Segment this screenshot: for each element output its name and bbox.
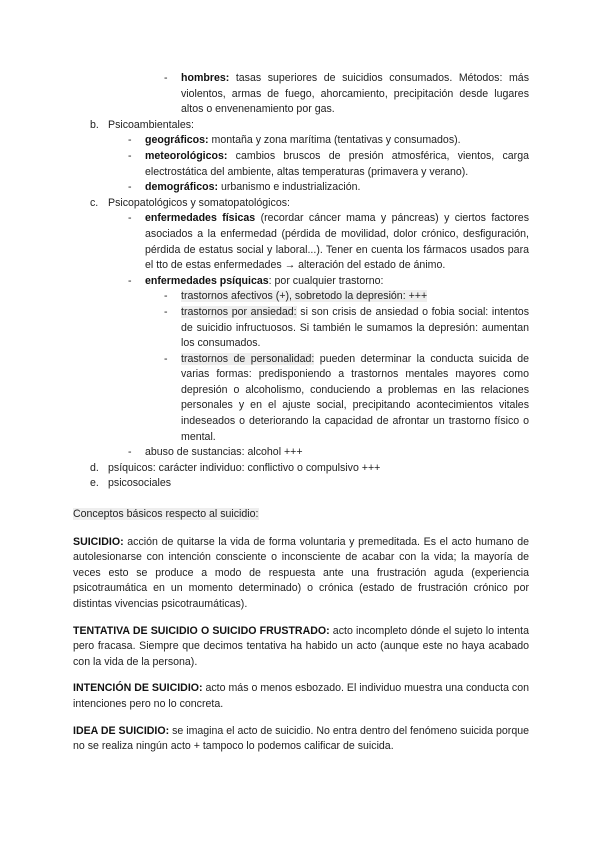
definition-intencion — [73, 681, 529, 712]
list-item-geograficos — [128, 133, 529, 149]
heading-text: Conceptos básicos respecto al suicidio: — [73, 508, 259, 521]
item-term: enfermedades físicas — [145, 212, 256, 225]
item-text: Psicoambientales: — [108, 118, 194, 131]
dash-bullet: - — [128, 446, 132, 459]
definition-tentativa — [73, 624, 529, 671]
document-page — [73, 71, 529, 766]
letter-marker: e. — [90, 477, 99, 490]
dash-bullet: - — [164, 72, 168, 84]
list-item-hombres — [164, 71, 529, 118]
item-text: psicosociales — [108, 477, 172, 490]
item-text: psíquicos: carácter individuo: conflictivo o compulsivo +++ — [108, 461, 381, 474]
list-item-e — [90, 476, 529, 492]
highlighted-text: trastornos afectivos (+), sobretodo la depresión: +++ — [181, 290, 428, 303]
dash-bullet: - — [128, 274, 132, 287]
dash-bullet: - — [164, 305, 168, 318]
letter-marker: d. — [90, 461, 99, 474]
dash-bullet: - — [128, 149, 132, 162]
item-text: : por cualquier trastorno: — [268, 274, 384, 287]
item-text: abuso de sustancias: alcohol +++ — [145, 446, 303, 459]
definition-idea — [73, 724, 529, 755]
item-term: hombres: — [181, 72, 230, 84]
list-item-enfermedades-fisicas — [128, 211, 529, 273]
definition-text: acto más o menos esbozado. El individuo muestra una conducta con intenciones pero no lo concreta. — [73, 682, 530, 710]
list-item-meteorologicos — [128, 149, 529, 180]
definition-term: IDEA DE SUICIDIO: — [73, 724, 170, 737]
item-text: pueden determinar la conducta suicida de varias formas: predisponiendo a trastornos mentales mayores como depresión o alcoholismo, conduciendo a problemas en las relaciones personales y en el ajuste social, precipitando acontecimientos vitales indeseados o deteriorando la capacidad de afrontar un trastorno físico o mental. — [181, 352, 529, 443]
item-text: tasas superiores de suicidios consumados. Métodos: más violentos, armas de fuego, ahorcamiento, precipitación desde lugares altos o envenenamiento por gas. — [181, 72, 529, 116]
item-text: (recordar cáncer mama y páncreas) y ciertos factores asociados a la enfermedad (pérdida de movilidad, dolor crónico, desfiguración, pérdida de estatus social y laboral...). Tener en cuenta los fármacos usados para el tto de estas enfermedades → alteración del estado de ánimo. — [145, 212, 529, 272]
dash-bullet: - — [128, 181, 132, 194]
list-item-trastornos-ansiedad — [164, 305, 529, 352]
definition-suicidio — [73, 535, 529, 613]
definition-text: acción de quitarse la vida de forma voluntaria y premeditada. Es el acto humano de autolesionarse con intención consciente o inconsciente de acabar con la vida; la mayoría de veces esto se produce a modo de respuesta ante una frustración aguda (experiencia psicotraumática en un momento determinado) o crónica (estado de frustración crónico por distintas vivencias psicotraumáticas). — [73, 535, 529, 610]
list-item-trastornos-afectivos — [164, 289, 529, 305]
item-term: meteorológicos: — [145, 149, 228, 162]
item-term: geográficos: — [145, 134, 209, 147]
definition-text: acto incompleto dónde el sujeto lo intenta pero fracasa. Siempre que decimos tentativa ha habido un acto (aunque este no haya acabado con la vida de la persona). — [73, 624, 529, 668]
definition-term: INTENCIÓN DE SUICIDIO: — [73, 682, 203, 695]
definition-term: SUICIDIO: — [73, 535, 124, 548]
dash-bullet: - — [128, 134, 132, 147]
list-item-abuso-sustancias — [128, 445, 529, 461]
list-item-d — [90, 461, 529, 477]
list-item-demograficos — [128, 180, 529, 196]
item-term: enfermedades psíquicas — [145, 274, 269, 287]
section-heading — [73, 507, 529, 523]
item-text: Psicopatológicos y somatopatológicos: — [108, 196, 290, 209]
item-text: montaña y zona marítima (tentativas y consumados). — [208, 134, 461, 147]
list-item-trastornos-personalidad — [164, 352, 529, 446]
dash-bullet: - — [164, 290, 168, 303]
definition-term: TENTATIVA DE SUICIDIO O SUICIDO FRUSTRADO: — [73, 624, 330, 637]
letter-marker: c. — [90, 196, 99, 209]
definition-text: se imagina el acto de suicidio. No entra dentro del fenómeno suicida porque no se realiza ningún acto + tampoco lo podemos calificar de suicida. — [73, 724, 529, 753]
item-text: si son crisis de ansiedad o fobia social: intentos de suicidio infructuosos. Si también le sumamos la depresión: aumentan los consumados. — [181, 305, 529, 350]
item-text: cambios bruscos de presión atmosférica, vientos, carga electrostática del ambiente, altas temperaturas (primavera y verano). — [145, 149, 529, 178]
list-item-b — [90, 118, 529, 134]
highlighted-text: trastornos por ansiedad: — [181, 305, 297, 318]
highlighted-text: trastornos de personalidad: — [181, 352, 315, 365]
list-item-c — [90, 196, 529, 212]
item-text: urbanismo e industrialización. — [218, 181, 361, 194]
letter-marker: b. — [90, 118, 99, 131]
dash-bullet: - — [128, 212, 132, 225]
list-item-enfermedades-psiquicas — [128, 274, 529, 290]
item-term: demográficos: — [145, 181, 218, 194]
dash-bullet: - — [164, 352, 168, 365]
